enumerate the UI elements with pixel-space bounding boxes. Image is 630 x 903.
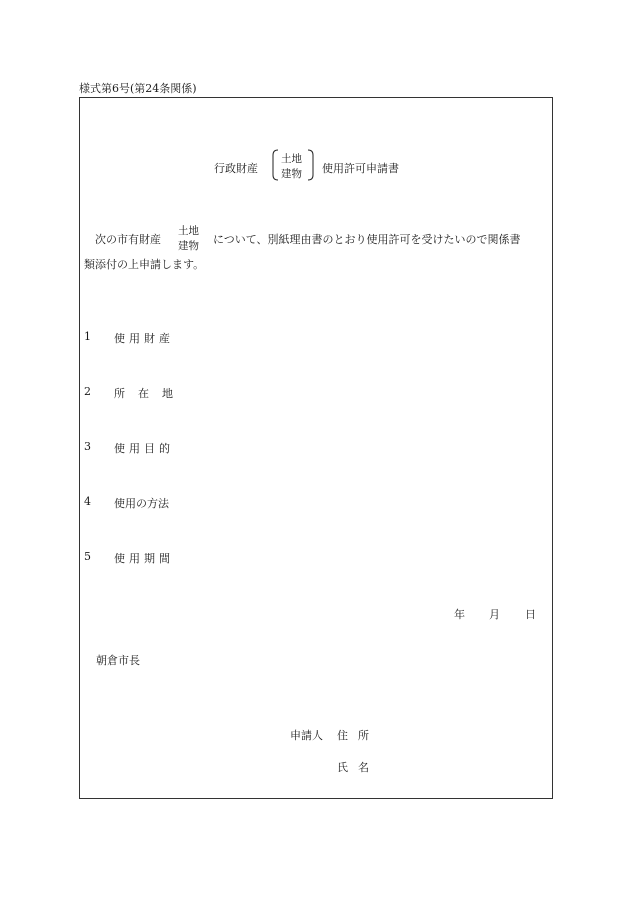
paragraph-option-land: 土地 (178, 225, 199, 237)
address-label: 住所 (337, 729, 379, 742)
paragraph-option-building: 建物 (178, 240, 199, 252)
date-year-label: 年 (454, 608, 465, 621)
item-number: 3 (84, 440, 91, 453)
item-number: 5 (84, 550, 91, 563)
item-label-property: 使用財産 (114, 332, 174, 345)
title-suffix: 使用許可申請書 (322, 162, 399, 175)
applicant-label: 申請人 (290, 729, 323, 742)
title-option-building: 建物 (281, 168, 302, 180)
item-label-purpose: 使用目的 (114, 442, 174, 455)
item-number: 2 (84, 385, 91, 398)
item-label-location: 所在地 (114, 387, 186, 400)
paragraph-suffix: について、別紙理由書のとおり使用許可を受けたいので関係書 (213, 233, 521, 246)
form-number: 様式第6号(第24条関係) (79, 82, 197, 95)
title-property-options (272, 149, 314, 181)
paragraph-prefix: 次の市有財産 (95, 233, 161, 246)
title-option-land: 土地 (281, 153, 302, 165)
title-prefix: 行政財産 (214, 162, 258, 175)
date-day-label: 日 (525, 608, 536, 621)
date-month-label: 月 (489, 608, 500, 621)
item-number: 1 (84, 330, 91, 343)
addressee: 朝倉市長 (96, 654, 140, 667)
name-label: 氏名 (337, 761, 379, 774)
item-number: 4 (84, 495, 91, 508)
item-label-method: 使用の方法 (114, 497, 169, 510)
item-label-period: 使用期間 (114, 552, 174, 565)
paragraph-line-2: 類添付の上申請します。 (84, 258, 205, 271)
